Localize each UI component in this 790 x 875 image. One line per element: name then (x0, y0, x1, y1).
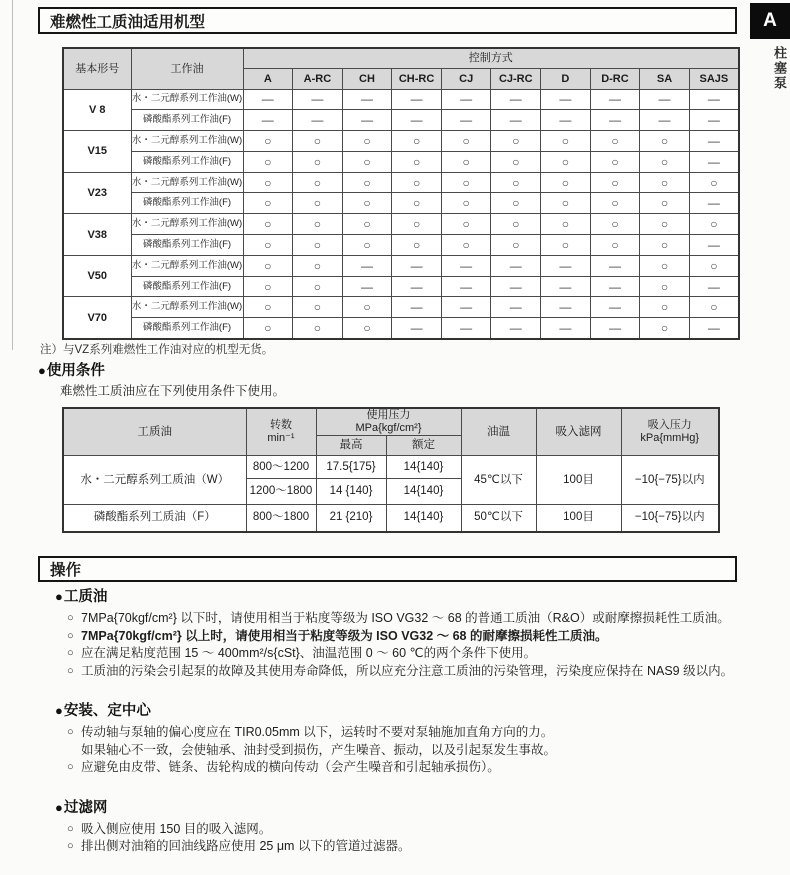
section-dot-icon: ● (55, 799, 63, 815)
operation-section (55, 796, 750, 856)
w1-max: 17.5{175} (316, 456, 386, 479)
item-circle-icon: ○ (67, 726, 74, 738)
header-filter: 吸入滤网 (536, 408, 621, 456)
header-control-cj: CJ (441, 68, 491, 89)
f-filter: 100目 (536, 505, 621, 532)
header-control-cj-rc: CJ-RC (491, 68, 541, 89)
compatible-cell: ○ (640, 255, 690, 276)
oil-f-label-cell: 磷酸酯系列工作油(F) (131, 110, 243, 131)
compatible-cell: ○ (590, 172, 640, 193)
compatible-cell: ○ (293, 214, 343, 235)
operation-section (55, 585, 750, 680)
bullet-item (67, 663, 750, 681)
section-index-tab: A (750, 3, 790, 39)
not-available-cell: — (541, 276, 591, 297)
table-row (63, 193, 739, 214)
bullet-item (67, 759, 750, 777)
item-circle-icon: ○ (67, 629, 74, 642)
compatible-cell: ○ (541, 131, 591, 152)
model-cell: V50 (63, 255, 131, 297)
header-suction: 吸入压力 kPa{mmHg} (621, 408, 719, 456)
compatible-cell: ○ (640, 318, 690, 339)
not-available-cell: — (293, 110, 343, 131)
compatible-cell: ○ (342, 235, 392, 256)
compatible-cell: ○ (590, 151, 640, 172)
compatible-cell: ○ (590, 214, 640, 235)
section-heading (55, 585, 750, 606)
table-row (63, 110, 739, 131)
not-available-cell: — (689, 110, 739, 131)
not-available-cell: — (590, 255, 640, 276)
not-available-cell: — (491, 255, 541, 276)
bullet-item (67, 610, 750, 628)
compatible-cell: ○ (392, 214, 442, 235)
not-available-cell: — (441, 276, 491, 297)
header-control-a: A (243, 68, 293, 89)
not-available-cell: — (441, 89, 491, 110)
header-control-sa: SA (640, 68, 690, 89)
operation-sections (55, 585, 750, 875)
fluid-w-label: 水・二元醇系列工质油（W） (63, 456, 246, 505)
conditions-heading: ●使用条件 (38, 363, 105, 379)
header-fluid: 工质油 (63, 408, 246, 456)
table-row (63, 276, 739, 297)
model-cell: V15 (63, 131, 131, 173)
header-max: 最高 (316, 436, 386, 456)
not-available-cell: — (392, 89, 442, 110)
compatible-cell: ○ (491, 214, 541, 235)
f-max: 21 {210} (316, 505, 386, 532)
compatible-cell: ○ (392, 151, 442, 172)
bullet-item (67, 838, 750, 856)
header-control-a-rc: A-RC (293, 68, 343, 89)
compatible-cell: ○ (491, 172, 541, 193)
table-row (63, 89, 739, 110)
page-title: 难燃性工质油适用机型 (38, 7, 737, 34)
oil-w-label-cell: 水・二元醇系列工作油(W) (131, 297, 243, 318)
compatible-cell: ○ (689, 172, 739, 193)
compatible-cell: ○ (689, 255, 739, 276)
compatible-cell: ○ (342, 214, 392, 235)
oil-w-label-cell: 水・二元醇系列工作油(W) (131, 131, 243, 152)
item-circle-icon: ○ (67, 822, 74, 835)
not-available-cell: — (491, 276, 541, 297)
section-dot-icon: ● (55, 589, 63, 604)
oil-f-label-cell: 磷酸酯系列工作油(F) (131, 318, 243, 339)
compatible-cell: ○ (392, 193, 442, 214)
compatible-cell: ○ (293, 318, 343, 339)
compatible-cell: ○ (640, 151, 690, 172)
compatible-cell: ○ (640, 193, 690, 214)
compatible-cell: ○ (243, 131, 293, 152)
compatible-cell: ○ (293, 255, 343, 276)
compatible-cell: ○ (441, 151, 491, 172)
not-available-cell: — (392, 297, 442, 318)
not-available-cell: — (491, 297, 541, 318)
compatible-cell: ○ (293, 151, 343, 172)
bullet-text: 应在满足粘度范围 15 ～ 400mm²/s{cSt}、油温范围 0 ～ 60 ℃的两个条件下使用。 (81, 646, 537, 660)
item-circle-icon: ○ (67, 612, 74, 624)
not-available-cell: — (640, 110, 690, 131)
w1-speed: 800～1200 (246, 456, 316, 479)
bullet-item (67, 724, 750, 759)
not-available-cell: — (491, 318, 541, 339)
compatible-cell: ○ (441, 235, 491, 256)
compatible-cell: ○ (640, 172, 690, 193)
not-available-cell: — (342, 276, 392, 297)
compatible-cell: ○ (590, 131, 640, 152)
not-available-cell: — (689, 193, 739, 214)
not-available-cell: — (689, 276, 739, 297)
applicability-table (62, 47, 740, 340)
not-available-cell: — (689, 151, 739, 172)
compatible-cell: ○ (342, 131, 392, 152)
compatible-cell: ○ (293, 297, 343, 318)
compatible-cell: ○ (293, 235, 343, 256)
not-available-cell: — (640, 89, 690, 110)
w-suction: −10{−75}以内 (621, 456, 719, 505)
compatible-cell: ○ (342, 318, 392, 339)
compatible-cell: ○ (243, 151, 293, 172)
header-pressure: 使用压力 MPa{kgf/cm²} (316, 408, 461, 436)
compatible-cell: ○ (243, 318, 293, 339)
compatible-cell: ○ (441, 193, 491, 214)
compatible-cell: ○ (243, 276, 293, 297)
not-available-cell: — (491, 110, 541, 131)
not-available-cell: — (541, 255, 591, 276)
compatible-cell: ○ (243, 193, 293, 214)
conditions-intro: 难燃性工质油应在下列使用条件下使用。 (60, 384, 286, 398)
oil-w-label-cell: 水・二元醇系列工作油(W) (131, 214, 243, 235)
not-available-cell: — (392, 110, 442, 131)
compatible-cell: ○ (590, 193, 640, 214)
compatible-cell: ○ (640, 297, 690, 318)
not-available-cell: — (441, 297, 491, 318)
oil-w-label-cell: 水・二元醇系列工作油(W) (131, 172, 243, 193)
w-temp: 45℃以下 (461, 456, 536, 505)
not-available-cell: — (491, 89, 541, 110)
compatible-cell: ○ (342, 172, 392, 193)
compatible-cell: ○ (541, 214, 591, 235)
bullet-list (55, 821, 750, 856)
compatible-cell: ○ (491, 131, 541, 152)
header-control-span: 控制方式 (243, 48, 739, 68)
compatible-cell: ○ (293, 193, 343, 214)
compatible-cell: ○ (243, 214, 293, 235)
compatible-cell: ○ (293, 131, 343, 152)
not-available-cell: — (342, 255, 392, 276)
model-cell: V23 (63, 172, 131, 214)
table-row (63, 297, 739, 318)
not-available-cell: — (689, 318, 739, 339)
header-control-d: D (541, 68, 591, 89)
oil-w-label-cell: 水・二元醇系列工作油(W) (131, 89, 243, 110)
compatible-cell: ○ (640, 276, 690, 297)
bullet-item (67, 628, 750, 646)
w2-speed: 1200～1800 (246, 479, 316, 505)
w2-max: 14 {140} (316, 479, 386, 505)
bullet-text: 吸入侧应使用 150 目的吸入滤网。 (81, 821, 272, 836)
header-control-sajs: SAJS (689, 68, 739, 89)
not-available-cell: — (590, 110, 640, 131)
compatible-cell: ○ (541, 172, 591, 193)
sidebar-vertical-label: 柱塞泵 (772, 46, 787, 91)
header-oil: 工作油 (131, 48, 243, 89)
w-filter: 100目 (536, 456, 621, 505)
compatible-cell: ○ (342, 297, 392, 318)
not-available-cell: — (342, 89, 392, 110)
bullet-extra-text: 如果轴心不一致，会使轴承、油封受到损伤，产生噪音、振动，以及引起泵发生事故。 (81, 742, 557, 757)
section-dot-icon: ● (55, 703, 63, 718)
model-cell: V70 (63, 297, 131, 339)
bullet-text: 7MPa{70kgf/cm²} 以上时，请使用相当于粘度等级为 ISO VG32 ～ 68 的耐摩擦损耗性工质油。 (81, 628, 608, 643)
not-available-cell: — (441, 110, 491, 131)
compatible-cell: ○ (541, 151, 591, 172)
not-available-cell: — (342, 110, 392, 131)
bullet-text: 传动轴与泵轴的偏心度应在 TIR0.05mm 以下，运转时不要对泵轴施加直角方向的力。 (81, 725, 554, 739)
compatible-cell: ○ (342, 193, 392, 214)
table-row (63, 235, 739, 256)
f-rated: 14{140} (386, 505, 461, 532)
compatible-cell: ○ (243, 172, 293, 193)
oil-f-label-cell: 磷酸酯系列工作油(F) (131, 276, 243, 297)
compatible-cell: ○ (243, 235, 293, 256)
item-circle-icon: ○ (67, 840, 74, 852)
not-available-cell: — (541, 318, 591, 339)
compatible-cell: ○ (541, 193, 591, 214)
compatible-cell: ○ (640, 235, 690, 256)
compatible-cell: ○ (342, 151, 392, 172)
item-circle-icon: ○ (67, 647, 74, 659)
left-edge-line (12, 0, 13, 350)
fluid-f-label: 磷酸酯系列工质油（F） (63, 505, 246, 532)
table-note: 注）与VZ系列难燃性工作油对应的机型无货。 (40, 344, 274, 356)
operation-title: 操作 (38, 556, 737, 582)
section-dot-icon: ● (38, 363, 46, 378)
bullet-text: 7MPa{70kgf/cm²} 以下时，请使用相当于粘度等级为 ISO VG32 ～ 68 的普通工质油（R&O）或耐摩擦损耗性工质油。 (81, 611, 730, 625)
compatible-cell: ○ (491, 193, 541, 214)
table-row (63, 151, 739, 172)
compatible-cell: ○ (441, 172, 491, 193)
not-available-cell: — (590, 276, 640, 297)
compatible-cell: ○ (392, 172, 442, 193)
conditions-table (62, 407, 720, 533)
compatible-cell: ○ (640, 131, 690, 152)
table-row (63, 255, 739, 276)
oil-f-label-cell: 磷酸酯系列工作油(F) (131, 193, 243, 214)
not-available-cell: — (541, 89, 591, 110)
not-available-cell: — (441, 255, 491, 276)
model-cell: V 8 (63, 89, 131, 131)
bullet-list (55, 724, 750, 777)
oil-w-label-cell: 水・二元醇系列工作油(W) (131, 255, 243, 276)
bullet-item (67, 821, 750, 839)
not-available-cell: — (243, 110, 293, 131)
header-speed: 转数 min⁻¹ (246, 408, 316, 456)
header-control-ch-rc: CH-RC (392, 68, 442, 89)
header-rated: 额定 (386, 436, 461, 456)
compatible-cell: ○ (293, 172, 343, 193)
compatible-cell: ○ (491, 151, 541, 172)
compatible-cell: ○ (689, 214, 739, 235)
header-control-d-rc: D-RC (590, 68, 640, 89)
not-available-cell: — (392, 276, 442, 297)
compatible-cell: ○ (392, 235, 442, 256)
f-suction: −10{−75}以内 (621, 505, 719, 532)
compatible-cell: ○ (541, 235, 591, 256)
not-available-cell: — (689, 235, 739, 256)
header-model: 基本形号 (63, 48, 131, 89)
compatible-cell: ○ (392, 131, 442, 152)
bullet-list (55, 610, 750, 680)
bullet-text: 工质油的污染会引起泵的故障及其使用寿命降低，所以应充分注意工质油的污染管理，污染度应保持在 NAS9 级以内。 (81, 663, 734, 678)
section-heading (55, 796, 750, 817)
section-heading (55, 699, 750, 720)
f-temp: 50℃以下 (461, 505, 536, 532)
not-available-cell: — (441, 318, 491, 339)
not-available-cell: — (392, 318, 442, 339)
compatible-cell: ○ (243, 255, 293, 276)
bullet-text: 应避免由皮带、链条、齿轮构成的横向传动（会产生噪音和引起轴承损伤）。 (81, 760, 500, 774)
section-heading-label: 安装、定中心 (63, 703, 151, 719)
not-available-cell: — (689, 131, 739, 152)
not-available-cell: — (689, 89, 739, 110)
oil-f-label-cell: 磷酸酯系列工作油(F) (131, 235, 243, 256)
not-available-cell: — (293, 89, 343, 110)
oil-f-label-cell: 磷酸酯系列工作油(F) (131, 151, 243, 172)
not-available-cell: — (541, 297, 591, 318)
model-cell: V38 (63, 214, 131, 256)
bullet-item (67, 645, 750, 663)
header-temp: 油温 (461, 408, 536, 456)
header-control-ch: CH (342, 68, 392, 89)
not-available-cell: — (590, 89, 640, 110)
compatible-cell: ○ (640, 214, 690, 235)
compatible-cell: ○ (689, 297, 739, 318)
compatible-cell: ○ (441, 131, 491, 152)
not-available-cell: — (392, 255, 442, 276)
table-row (63, 172, 739, 193)
table-row (63, 131, 739, 152)
not-available-cell: — (590, 318, 640, 339)
compatible-cell: ○ (491, 235, 541, 256)
compatible-cell: ○ (243, 297, 293, 318)
compatible-cell: ○ (293, 276, 343, 297)
table-row (63, 318, 739, 339)
w2-rated: 14{140} (386, 479, 461, 505)
item-circle-icon: ○ (67, 664, 74, 677)
operation-section (55, 699, 750, 777)
compatible-cell: ○ (441, 214, 491, 235)
not-available-cell: — (590, 297, 640, 318)
compatible-cell: ○ (590, 235, 640, 256)
f-speed: 800～1800 (246, 505, 316, 532)
not-available-cell: — (243, 89, 293, 110)
not-available-cell: — (541, 110, 591, 131)
section-heading-label: 工质油 (63, 589, 108, 605)
w1-rated: 14{140} (386, 456, 461, 479)
item-circle-icon: ○ (67, 761, 74, 773)
bullet-text: 排出侧对油箱的回油线路应使用 25 μm 以下的管道过滤器。 (81, 839, 411, 853)
section-heading-label: 过滤网 (63, 799, 108, 816)
table-row (63, 214, 739, 235)
